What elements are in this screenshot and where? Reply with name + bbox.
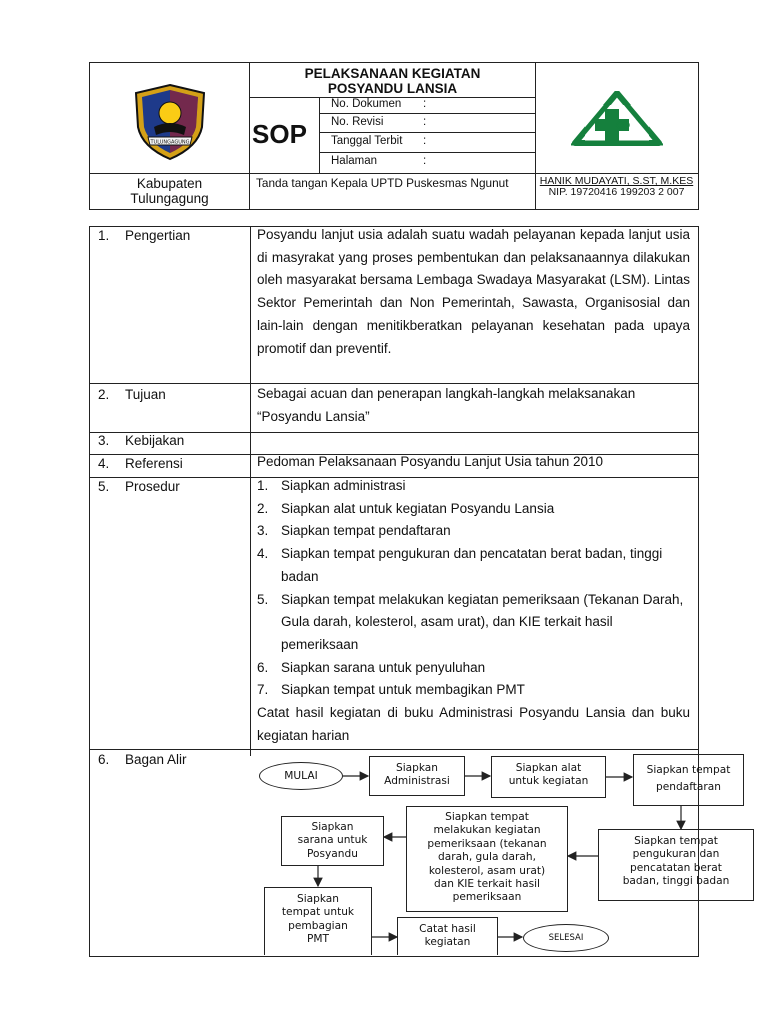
- list-item: 5. Siapkan tempat melakukan kegiatan pemeriksaan (Tekanan Darah, Gula darah, kolesterol, asam urat), dan KIE terkait hasil pemeriksaan: [257, 591, 684, 652]
- flow-node-pengukuran: Siapkan tempat pengukuran dan pencatatan berat badan, tinggi badan: [598, 829, 754, 901]
- referensi-text: Pedoman Pelaksanaan Posyandu Lanjut Usia tahun 2010: [257, 454, 604, 469]
- list-item: 1. Siapkan administrasi: [257, 478, 406, 493]
- field-label: Halaman: [331, 155, 378, 167]
- row-tujuan-label: 2. Tujuan: [98, 387, 166, 402]
- field-sep: :: [423, 116, 427, 128]
- flow-node-catat: Catat hasil kegiatan: [397, 917, 498, 955]
- flow-node-pendaftaran: Siapkan tempat pendaftaran: [633, 754, 744, 806]
- official-nip: NIP. 19720416 199203 2 007: [548, 186, 685, 198]
- signature-label: Tanda tangan Kepala UPTD Puskesmas Ngunut: [256, 176, 509, 190]
- flow-node-pmt: Siapkan tempat untuk pembagian PMT: [264, 887, 372, 955]
- org-name: Kabupaten Tulungagung: [130, 176, 209, 206]
- field-sep: :: [423, 135, 427, 147]
- flow-node-pemeriksaan: Siapkan tempat melakukan kegiatan pemeriksaan (tekanan darah, gula darah, kolesterol, asam urat) dan KIE terkait hasil pemeriksaan: [406, 806, 568, 912]
- field-label: No. Dokumen: [331, 98, 402, 110]
- row-bagan-alir-label: 6. Bagan Alir: [98, 752, 187, 767]
- list-item: 7. Siapkan tempat untuk membagikan PMT: [257, 682, 525, 698]
- flow-node-mulai: MULAI: [259, 762, 343, 790]
- field-label: Tanggal Terbit: [331, 135, 403, 147]
- pengertian-text: Posyandu lanjut usia adalah suatu wadah pelayanan kepada lanjut usia di masyrakat yang proses pembentukan dan pelaksanaannya dilakukan oleh masyarakat bersama Lembaga Swadaya Masyarakat (LSM). Lintas Sektor Pemerintah dan Non Pemerintah, Sawasta, Organisosial dan lain-lain dengan menitikberatkan pelayanan kesehatan pada upaya promotif dan preventif.: [257, 227, 690, 356]
- row-kebijakan-label: 3. Kebijakan: [98, 433, 185, 448]
- row-prosedur-label: 5. Prosedur: [98, 479, 180, 494]
- list-item: 4. Siapkan tempat pengukuran dan pencatatan berat badan, tinggi badan: [257, 546, 663, 584]
- prosedur-closing: Catat hasil kegiatan di buku Administrasi Posyandu Lansia dan buku kegiatan harian: [257, 705, 690, 743]
- list-item: 2. Siapkan alat untuk kegiatan Posyandu Lansia: [257, 500, 555, 516]
- flow-node-alat: Siapkan alat untuk kegiatan: [491, 756, 606, 798]
- tujuan-line-1: Sebagai acuan dan penerapan langkah-langkah melaksanakan: [257, 386, 636, 401]
- official-name: HANIK MUDAYATI, S.ST, M.KES: [539, 175, 694, 187]
- flow-node-administrasi: Siapkan Administrasi: [369, 756, 465, 796]
- regency-logo-banner: TULUNGAGUNG: [150, 139, 190, 146]
- title-line-1: PELAKSANAAN KEGIATAN: [304, 66, 481, 81]
- row-pengertian-label: 1. Pengertian: [98, 228, 191, 243]
- sop-label: SOP: [252, 119, 307, 149]
- field-label: No. Revisi: [331, 116, 384, 128]
- field-sep: :: [423, 155, 427, 167]
- flow-node-selesai: SELESAI: [523, 924, 609, 952]
- title-line-2: POSYANDU LANSIA: [327, 81, 458, 96]
- row-referensi-label: 4. Referensi: [98, 456, 183, 471]
- list-item: 6. Siapkan sarana untuk penyuluhan: [257, 659, 486, 675]
- field-sep: :: [423, 98, 427, 110]
- tujuan-line-2: “Posyandu Lansia”: [257, 408, 370, 424]
- flow-node-sarana: Siapkan sarana untuk Posyandu: [281, 816, 384, 866]
- list-item: 3. Siapkan tempat pendaftaran: [257, 523, 451, 539]
